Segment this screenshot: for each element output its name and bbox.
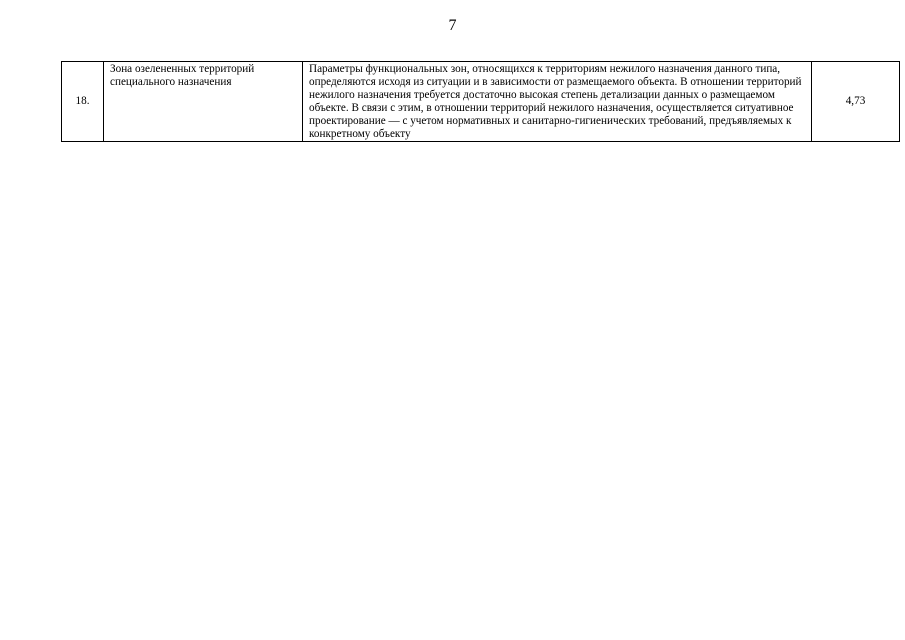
table-row xyxy=(62,62,900,142)
page-number: 7 xyxy=(448,17,457,34)
zones-table xyxy=(61,61,900,142)
zone-description-cell: Параметры функциональных зон, относящихся к территориям нежилого назначения данного типа, определяются исходя из ситуации и в зависимости от размещаемого объекта. В отношении территорий нежилого назначения требуется достаточно высокая степень детализации данных о размещаемом объекте. В связи с этим, в отношении территорий нежилого назначения, осуществляется ситуативное проектирование — с учетом нормативных и санитарно-гигиенических требований, предъявляемых к конкретному объекту xyxy=(303,62,812,142)
zone-name-cell: Зона озелененных территорий специального назначения xyxy=(104,62,303,142)
row-number-cell: 18. xyxy=(62,62,104,142)
zone-value-cell: 4,73 xyxy=(812,62,900,142)
